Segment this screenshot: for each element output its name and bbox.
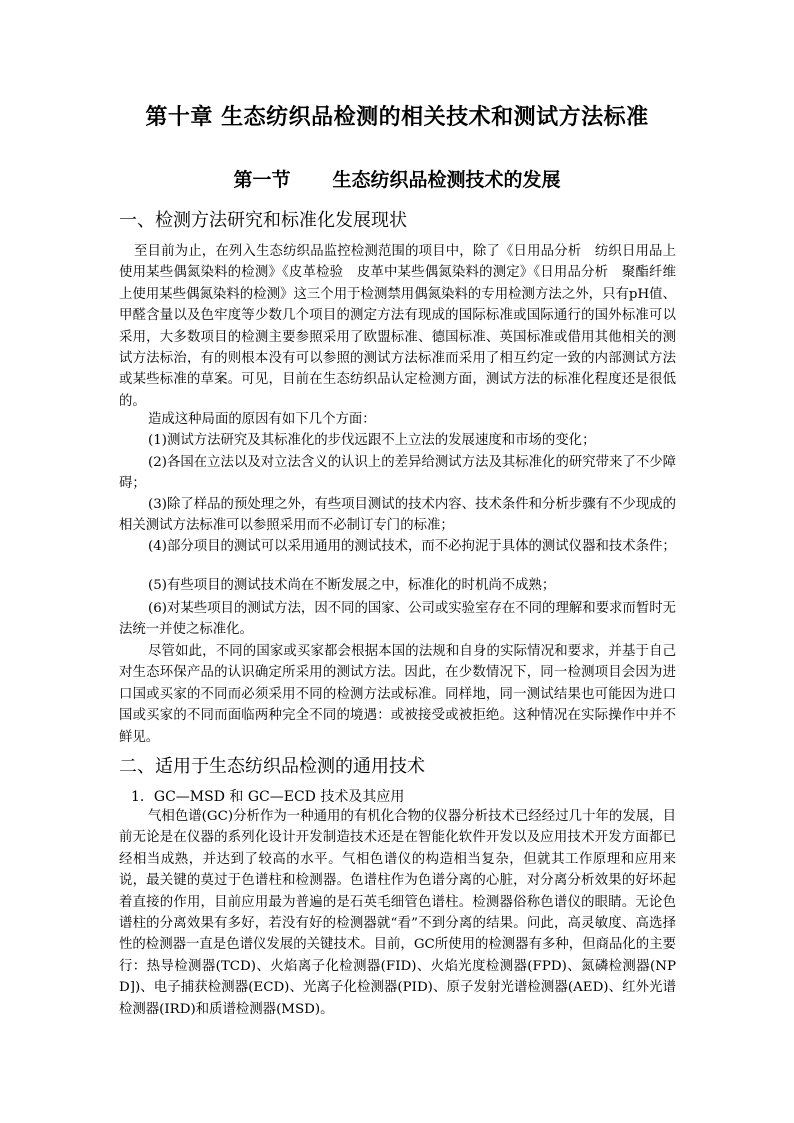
section-label: 第一节 xyxy=(233,169,291,191)
paragraph-current-status: 至目前为止，在列入生态纺织品监控检测范围的项目中，除了《日用品分析 纺织日用品上使用某些偶氮染料的检测》《皮革检验 皮革中某些偶氮染料的测定》《日用品分析 聚酯纤维上使用某些偶氮染料的检测》这三个用于检测禁用偶氮染料的专用检测方法之外，只有pH值、甲醛含量以及色牢度等少数几个项目的测定方法有现成的国际标准或国际通行的国外标准可以采用，大多数项目的检测主要参照采用了欧盟标准、德国标准、英国标准或借用其他相关的测试方法标治，有的则根本没有可以参照的测试方法标准而采用了相互约定一致的内部测试方法或某些标准的草案。可见，目前在生态纺织品认定检测方面，测试方法的标准化程度还是很低的。 xyxy=(119,244,676,409)
sub-heading-gc-msd-ecd: 1．GC—MSD 和 GC—ECD 技术及其应用 xyxy=(131,789,405,805)
reason-item-2: (2)各国在立法以及对立法含义的认识上的差异给测试方法及其标准化的研究带来了不少障碍； xyxy=(119,455,676,492)
paragraph-however: 尽管如此，不同的国家或买家都会根据本国的法规和自身的实际情况和要求，并基于自己对生态环保产品的认识确定所采用的测试方法。因此，在少数情况下，同一检测项目会因为进口国或买家的不同而必须采用不同的检测方法或标准。同样地，同一测试结果也可能因为进口国或买家的不同而面临两种完全不同的境遇：或被接受或被拒绝。这种情况在实际操作中并不鲜见。 xyxy=(119,644,676,745)
paragraph-reasons-intro: 造成这种局面的原因有如下几个方面： xyxy=(148,412,376,427)
reason-item-1: (1)测试方法研究及其标准化的步伐远跟不上立法的发展速度和市场的变化； xyxy=(148,433,596,448)
reason-item-4: (4)部分项目的测试可以采用通用的测试技术，而不必拘泥于具体的测试仪器和技术条件； xyxy=(148,539,676,554)
section-title xyxy=(0,165,794,192)
chapter-title: 第十章 生态纺织品检测的相关技术和测试方法标准 xyxy=(145,105,649,130)
paragraph-gas-chromatography: 气相色谱(GC)分析作为一种通用的有机化合物的仪器分析技术已经经过几十年的发展，目前无论是在仪器的系列化设计开发制造技术还是在智能化软件开发以及应用技术开发方面都已经相当成熟，并达到了较高的水平。气相色谱仪的构造相当复杂，但就其工作原理和应用来说，最关键的莫过于色谱柱和检测器。色谱柱作为色谱分离的心脏，对分离分析效果的好坏起着直接的作用，目前应用最为普遍的是石英毛细管色谱柱。检测器俗称色谱仪的眼睛。无论色谱柱的分离效果有多好，若没有好的检测器就“看”不到分离的结果。问此，高灵敏度、高选择性的检测器一直是色谱仪发展的关键技术。目前，GC所使用的检测器有多种，但商品化的主要行：热导检测器(TCD)、火焰离子化检测器(FID)、火焰光度检测器(FPD)、氮磷检测器(NPD])、电子捕获检测器(ECD)、光离子化检测器(PID)、原子发射光谱检测器(AED)、红外光谱检测器(IRD)和质谱检测器(MSD)。 xyxy=(119,809,676,1017)
reason-item-3: (3)除了样品的预处理之外，有些项目测试的技术内容、技术条件和分析步骤有不少现成的相关测试方法标准可以参照采用而不必制订专门的标准； xyxy=(119,497,676,534)
section-name: 生态纺织品检测技术的发展 xyxy=(332,169,561,191)
reason-item-5: (5)有些项目的测试技术尚在不断发展之中，标准化的时机尚不成熟； xyxy=(148,578,556,593)
heading-standardization-status: 一、检测方法研究和标准化发展现状 xyxy=(119,210,407,231)
reason-item-6: (6)对某些项目的测试方法，因不同的国家、公司或实验室存在不同的理解和要求而暂时无法统一并使之标准化。 xyxy=(119,601,676,638)
heading-general-techniques: 二、适用于生态纺织品检测的通用技术 xyxy=(119,756,425,777)
